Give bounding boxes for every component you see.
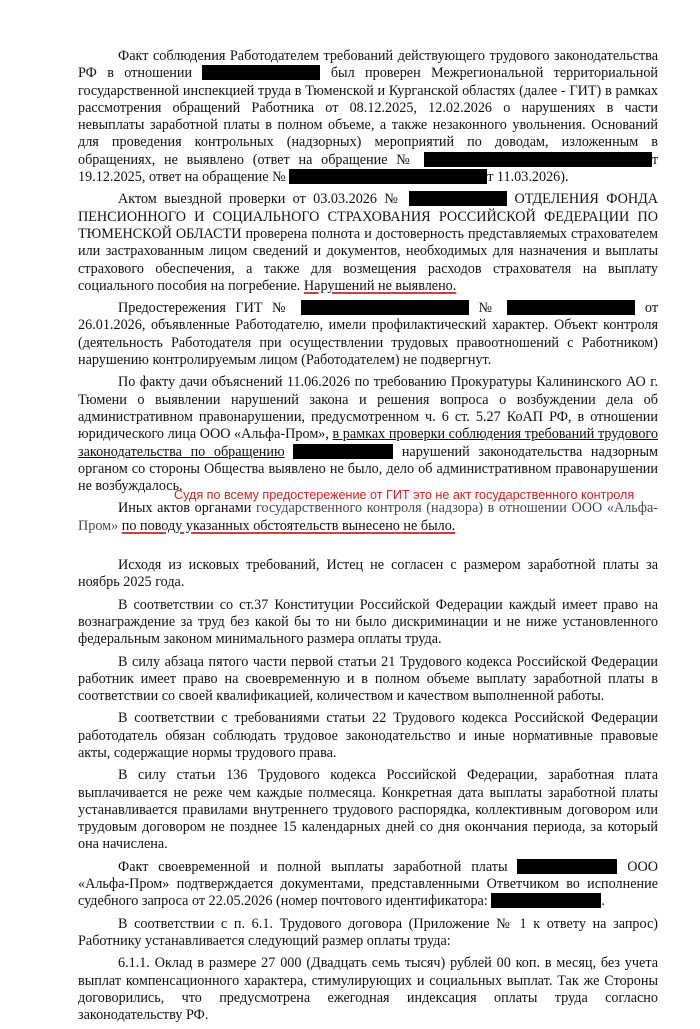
redaction-block bbox=[293, 444, 393, 459]
underlined-text: по поводу указанных обстоятельств вынесено не было. bbox=[121, 517, 456, 534]
paragraph-salary: 6.1.1. Оклад в размере 27 000 (Двадцать семь тысяч) рублей 00 коп. в месяц, без учета выплат компенсационного характера, стимулирующих и социальных выплат. Так же Стороны договорились, что предусмотрена ежегодная индексация оплаты труда согласно законодательству РФ. bbox=[78, 955, 658, 1024]
text: Иных актов органами bbox=[118, 500, 252, 517]
paragraph-git-warnings bbox=[78, 300, 658, 369]
paragraph-article-136: В силу статьи 136 Трудового кодекса Российской Федерации, заработная плата выплачивается не реже чем каждые полмесяца. Конкретная дата выплаты заработной платы устанавливается правилами внутреннего трудового распорядка, коллективным договором или трудовым договором не позднее 15 календарных дней со дня окончания периода, за который она начислена. bbox=[78, 767, 658, 853]
text: Актом выездной проверки от 03.03.2026 № bbox=[118, 191, 402, 208]
red-annotation-note: Судя по всему предостережение от ГИТ это не акт государственного контроля bbox=[174, 488, 635, 502]
paragraph-fund-inspection bbox=[78, 191, 658, 295]
paragraph-article-22: В соответствии с требованиями статьи 22 Трудового кодекса Российской Федерации работодатель обязан соблюдать трудовое законодательство и иные нормативные правовые акты, содержащие нормы трудового права. bbox=[78, 710, 658, 761]
text: от 26.01.2026, объявленные Работодателю, имели профилактический характер. Объект контроля (деятельность Работодателя при осуществлении трудовых правоотношений с Работником) нарушению контролируемым лицом (Работодателем) не подвергнут. bbox=[78, 300, 659, 369]
underlined-finding: Нарушений не выявлено. bbox=[303, 277, 457, 294]
paragraph-article-21: В силу абзаца пятого части первой статьи 21 Трудового кодекса Российской Федерации работник имеет право на своевременную и в полном объеме выплату заработной платы в соответствии со своей квалификацией, количеством и качеством выполненной работы. bbox=[78, 653, 658, 705]
redaction-block bbox=[507, 300, 635, 315]
paragraph-prosecutor bbox=[78, 374, 658, 495]
paragraph-payment-fact bbox=[78, 859, 658, 911]
document-body bbox=[78, 48, 658, 1029]
paragraph-claim: Исходя из исковых требований, Истец не согласен с размером заработной платы за ноябрь 2025 года. bbox=[78, 557, 658, 591]
underlined-text: в рамках проверки соблюдения требований трудового законодательства по обращению bbox=[78, 426, 658, 460]
text: ОТДЕЛЕНИЯ ФОНДА ПЕНСИОННОГО И СОЦИАЛЬНОГО СТРАХОВАНИЯ РОССИЙСКОЙ ФЕДЕРАЦИИ ПО ТЮМЕНСКОЙ ОБЛАСТИ проверена полнота и достоверность представляемых страхователем или застрахованным лицом сведений и документов, необходимых для назначения и выплаты страхового обеспечения, а также для возмещения расходов страхователя на выплату социального пособия на погребение. bbox=[78, 191, 659, 294]
text: т 19.12.2025, ответ на обращение № bbox=[78, 151, 659, 186]
text: № bbox=[478, 300, 498, 317]
redaction-block bbox=[289, 169, 487, 184]
redaction-block bbox=[202, 65, 320, 80]
redaction-block bbox=[491, 893, 601, 908]
text: ООО «Альфа-Пром» подтверждается документами, представленными Ответчиком во исполнение судебного запроса от 22.05.2026 (номер почтового идентификатора: bbox=[78, 858, 659, 910]
redaction-block bbox=[517, 859, 617, 874]
redaction-block bbox=[424, 152, 652, 167]
text: По факту дачи объяснений 11.06.2026 по требованию Прокуратуры Калининского АО г. Тюмени о выявлении нарушений закона и решения вопроса о возбуждении дела об административном правонарушении, предусмотренном ч. 6 ст. 5.27 КоАП РФ, в отношении юридического лица ООО «Альфа-Пром», bbox=[78, 374, 658, 443]
text: был проверен Межрегиональной территориальной государственной инспекцией труда в Тюменской и Курганской областях (далее - ГИТ) в рамках рассмотрения обращений Работника от 08.12.2025, 12.02.2026 о нарушениях в части невыплаты заработной платы в полном объеме, а также незаконного увольнения. Оснований для проведения контрольных (надзорных) мероприятий по доводам, изложенным в обращениях, не выявлено (ответ на обращение № bbox=[78, 65, 659, 168]
text: т 11.03.2026). bbox=[487, 169, 569, 186]
paragraph-contract: В соответствии с п. 6.1. Трудового договора (Приложение № 1 к ответу на запрос) Работнику устанавливается следующий размер оплаты труда: bbox=[78, 915, 658, 949]
paragraph-other-acts bbox=[78, 500, 658, 535]
paragraph-constitution: В соответствии со ст.37 Конституции Российской Федерации каждый имеет право на вознаграждение за труд без какой бы то ни было дискриминации и не ниже установленного федеральным законом минимального размера оплаты труда. bbox=[78, 596, 658, 648]
text: государственного контроля (надзора) в отношении ООО «Альфа-Пром» bbox=[78, 500, 658, 534]
text: . bbox=[601, 893, 605, 910]
paragraph-git-check bbox=[78, 48, 658, 186]
redaction-block bbox=[301, 300, 469, 315]
text: Факт соблюдения Работодателем требований действующего трудового законодательства РФ в отношении bbox=[78, 48, 658, 82]
text: нарушений законодательства надзорным органом со стороны Общества выявлено не было, дело об административном правонарушении не возбуждалось. bbox=[78, 443, 659, 495]
redaction-block bbox=[409, 191, 507, 206]
text: Предостережения ГИТ № bbox=[118, 300, 292, 317]
text: Факт своевременной и полной выплаты заработной платы bbox=[118, 858, 508, 875]
